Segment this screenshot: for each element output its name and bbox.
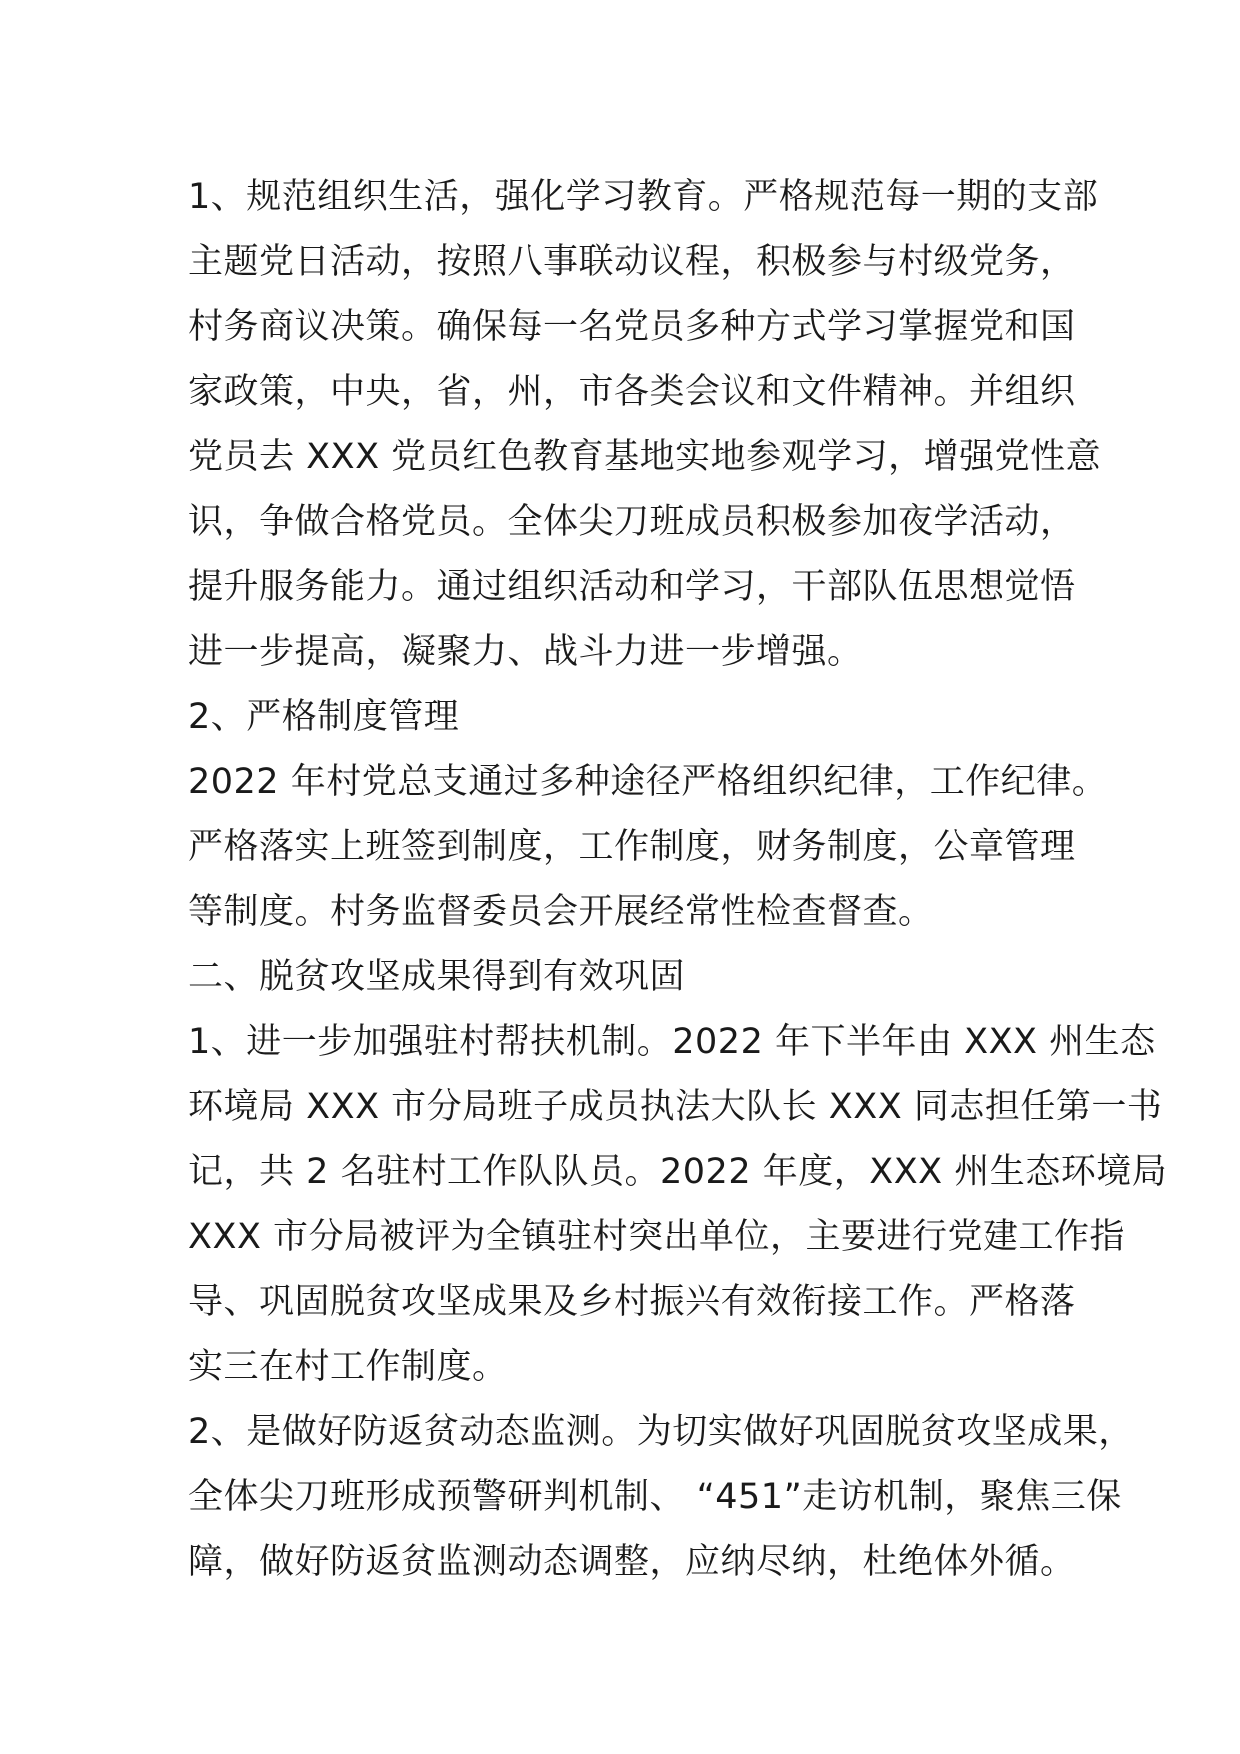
text-line: 党员去 XXX 党员红色教育基地实地参观学习，增强党性意 (188, 437, 1102, 477)
text-line: 2022 年村党总支通过多种途径严格组织纪律，工作纪律。 (188, 762, 1108, 802)
text-line: 家政策，中央，省，州，市各类会议和文件精神。并组织 (188, 372, 1076, 412)
section-heading: 二、脱贫攻坚成果得到有效巩固 (188, 957, 686, 997)
text-line: 2、是做好防返贫动态监测。为切实做好巩固脱贫攻坚成果， (188, 1412, 1134, 1452)
text-line: 1、规范组织生活，强化学习教育。严格规范每一期的支部 (188, 177, 1099, 217)
text-line: 1、进一步加强驻村帮扶机制。2022 年下半年由 XXX 州生态 (188, 1022, 1156, 1062)
text-line: 提升服务能力。通过组织活动和学习，干部队伍思想觉悟 (188, 567, 1076, 607)
text-line: 进一步提高，凝聚力、战斗力进一步增强。 (188, 632, 863, 672)
text-line: 识，争做合格党员。全体尖刀班成员积极参加夜学活动， (188, 502, 1076, 542)
text-line: 记，共 2 名驻村工作队队员。2022 年度，XXX 州生态环境局 (188, 1152, 1168, 1192)
text-line: 严格落实上班签到制度，工作制度，财务制度，公章管理 (188, 827, 1076, 867)
text-line: 等制度。村务监督委员会开展经常性检查督查。 (188, 892, 934, 932)
text-line: 主题党日活动，按照八事联动议程，积极参与村级党务， (188, 242, 1076, 282)
text-line: 导、巩固脱贫攻坚成果及乡村振兴有效衔接工作。严格落 (188, 1282, 1076, 1322)
text-line: XXX 市分局被评为全镇驻村突出单位，主要进行党建工作指 (188, 1217, 1126, 1257)
text-line: 实三在村工作制度。 (188, 1347, 508, 1387)
text-line: 障，做好防返贫监测动态调整，应纳尽纳，杜绝体外循。 (188, 1542, 1076, 1582)
text-line: 村务商议决策。确保每一名党员多种方式学习掌握党和国 (188, 307, 1076, 347)
section-heading: 2、严格制度管理 (188, 697, 460, 737)
document-body (188, 165, 1168, 1595)
text-line: 全体尖刀班形成预警研判机制、 “451”走访机制，聚焦三保 (188, 1477, 1122, 1517)
text-line: 环境局 XXX 市分局班子成员执法大队长 XXX 同志担任第一书 (188, 1087, 1163, 1127)
